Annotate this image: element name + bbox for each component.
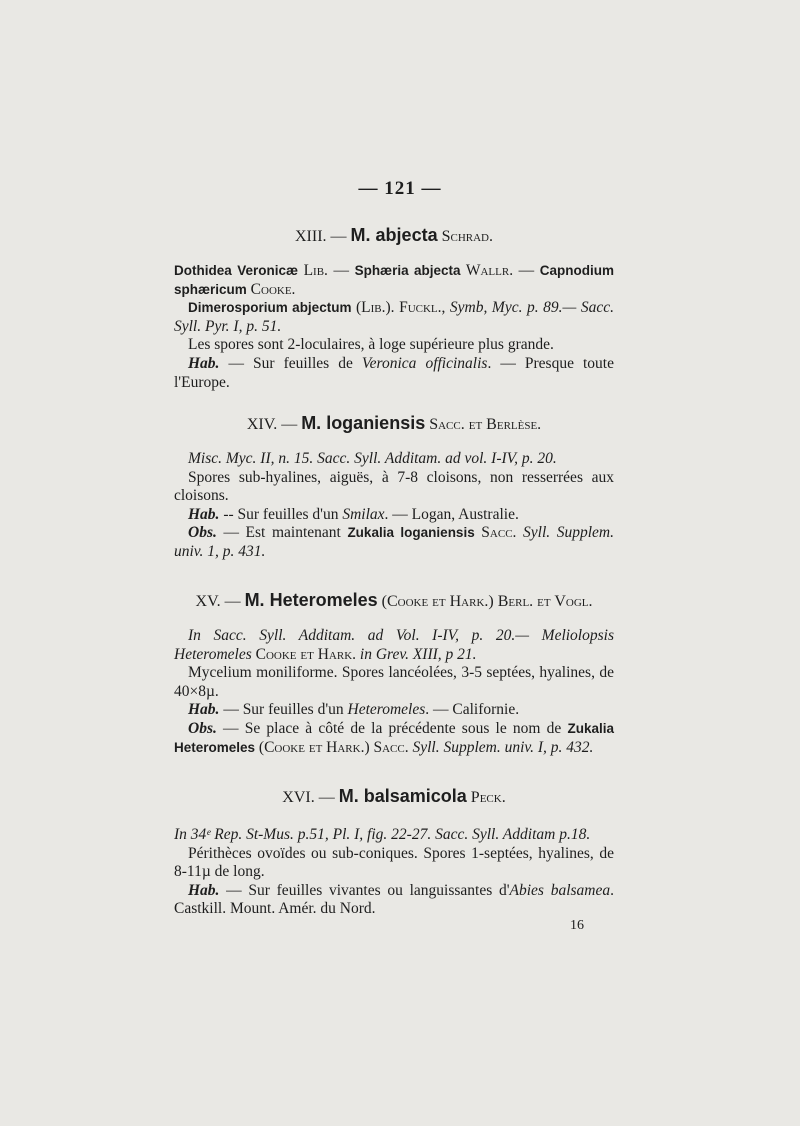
section-xiii-body: [174, 262, 614, 392]
section-heading: XVI. — M. balsamicola Peck.: [282, 786, 506, 806]
spores-text: Les spores sont 2-loculaires, à loge supérieure plus grande.: [188, 336, 554, 354]
habitat-text: Hab. — Sur feuilles de Veronica officinalis. — Presque toute l'Europe.: [174, 354, 614, 391]
synonyms: Dothidea Veronicæ Lib. — Sphæria abjecta Wallr. — Capnodium sphæricum Cooke.: [174, 262, 614, 298]
section-xiii: [174, 226, 614, 247]
section-xvi-body: [174, 826, 614, 919]
section-heading: XIV. — M. loganiensis Sacc. et Berlèse.: [246, 413, 542, 433]
section-xv: [174, 591, 614, 612]
perithecia-text: Périthèces ovoïdes ou sub-coniques. Spores 1-septées, hyalines, de 8-11µ de long.: [174, 844, 614, 881]
page-number: — 121 —: [358, 178, 442, 199]
spores-text: Spores sub-hyalines, aiguës, à 7-8 cloisons, non resserrées aux cloisons.: [174, 468, 614, 505]
section-xvi: [174, 787, 614, 808]
signature-mark: 16: [570, 918, 584, 933]
observation-text: Obs. — Est maintenant Zukalia loganiensis Sacc. Syll. Supplem. univ. 1, p. 431.: [174, 524, 614, 560]
habitat-text: Hab. — Sur feuilles vivantes ou languissantes d'Abies balsamea. Castkill. Mount. Amér. du Nord.: [174, 881, 614, 918]
habitat-text: Hab. -- Sur feuilles d'un Smilax. — Logan, Australie.: [188, 505, 519, 523]
mycelium-text: Mycelium moniliforme. Spores lancéolées, 3-5 septées, hyalines, de 40×8µ.: [174, 664, 614, 700]
reference-text: In Sacc. Syll. Additam. ad Vol. I-IV, p. 20.— Meliolopsis Heteromeles Cooke et Hark. in Grev. XIII, p 21.: [174, 627, 614, 663]
section-heading: XV. — M. Heteromeles (Cooke et Hark.) Berl. et Vogl.: [195, 590, 593, 610]
reference-text: In 34ᵉ Rep. St-Mus. p.51, Pl. I, fig. 22-27. Sacc. Syll. Additam p.18.: [174, 826, 591, 843]
section-xv-body: [174, 627, 614, 757]
synonyms-2: Dimerosporium abjectum (Lib.). Fuckl., Symb, Myc. p. 89.— Sacc. Syll. Pyr. I, p. 51.: [174, 299, 614, 335]
observation-text: Obs. — Se place à côté de la précédente sous le nom de Zukalia Heteromeles (Cooke et Hark.) Sacc. Syll. Supplem. univ. I, p. 432.: [174, 719, 614, 756]
section-heading: XIII. — M. abjecta Schrad.: [295, 225, 493, 245]
habitat-text: Hab. — Sur feuilles d'un Heteromeles. — Californie.: [188, 701, 520, 719]
section-xiv: [174, 414, 614, 435]
reference-text: Misc. Myc. II, n. 15. Sacc. Syll. Additam. ad vol. I-IV, p. 20.: [188, 450, 557, 467]
section-xiv-body: [174, 450, 614, 562]
